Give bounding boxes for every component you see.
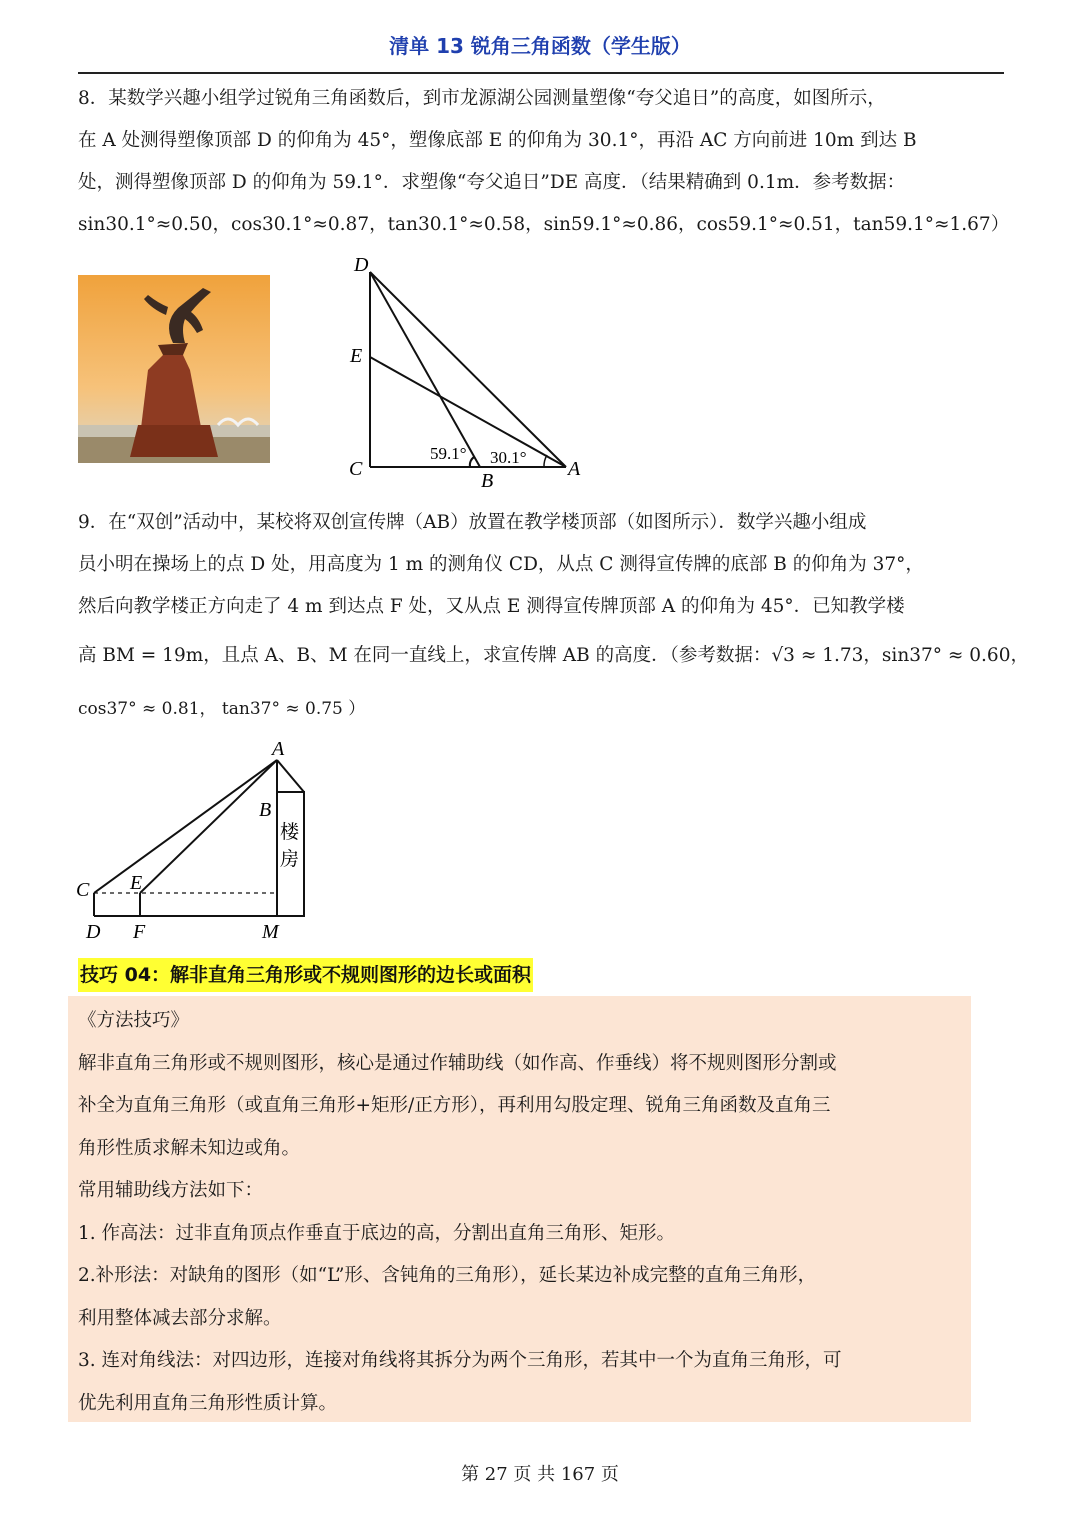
point-f-label: F [133,921,146,943]
tip-heading: 技巧 04：解非直角三角形或不规则图形的边长或面积 [78,958,533,992]
question-9-line: 9．在“双创”活动中，某校将双创宣传牌（AB）放置在教学楼顶部（如图所示）．数学兴趣小组成 [78,512,867,533]
tip-line: 利用整体减去部分求解。 [78,1307,282,1329]
tip-line: 1. 作高法：过非直角顶点作垂直于底边的高，分割出直角三角形、矩形。 [78,1222,676,1244]
question-8-diagram [340,250,600,495]
tip-line: 《方法技巧》 [78,1010,190,1031]
point-e-label: E [350,345,363,367]
question-8-line: 8．某数学兴趣小组学过锐角三角函数后，到市龙源湖公园测量塑像“夸父追日”的高度，如图所示， [78,88,886,109]
question-8-line: 处，测得塑像顶部 D 的仰角为 59.1°．求塑像“夸父追日”DE 高度．（结果精确到 0.1m．参考数据： [78,172,906,193]
tip-line: 常用辅助线方法如下： [78,1180,264,1201]
method-tips-box [68,996,971,1422]
angle-a-label: 30.1° [490,448,527,467]
question-9-text [78,502,1029,734]
point-d-label: D [86,921,101,943]
question-9-line: 然后向教学楼正方向走了 4 m 到达点 F 处，又从点 E 测得宣传牌顶部 A 的仰角为 45°．已知教学楼 [78,596,905,617]
question-9-line: 高 BM = 19m，且点 A、B、M 在同一直线上，求宣传牌 AB 的高度．（参考数据：√3 ≈ 1.73，sin37° ≈ 0.60， [78,645,1029,666]
question-9-line: 员小明在操场上的点 D 处，用高度为 1 m 的测角仪 CD，从点 C 测得宣传牌的底部 B 的仰角为 37°， [78,554,924,575]
question-9-line: cos37° ≈ 0.81， tan37° ≈ 0.75 ） [78,699,366,719]
building-label-top: 楼 [280,821,300,843]
question-8-text [78,78,1010,246]
point-d-label: D [354,254,369,276]
point-m-label: M [262,921,279,943]
point-a-label: A [272,738,285,760]
point-e-label: E [130,872,143,894]
building-label-bottom: 房 [280,848,300,870]
question-8-line: sin30.1°≈0.50，cos30.1°≈0.87，tan30.1°≈0.58，sin59.1°≈0.86，cos59.1°≈0.51，tan59.1°≈1.67） [78,214,1010,235]
point-b-label: B [259,799,272,821]
point-b-label: B [481,470,494,492]
page-number: 第 27 页 共 167 页 [461,1464,619,1485]
angle-b-label: 59.1° [430,444,467,463]
point-c-label: C [349,458,363,480]
question-9-diagram [70,735,320,945]
tip-line: 补全为直角三角形（或直角三角形+矩形/正方形），再利用勾股定理、锐角三角函数及直角三 [78,1095,831,1116]
point-a-label: A [568,458,581,480]
header-divider [78,72,1004,74]
tip-line: 解非直角三角形或不规则图形，核心是通过作辅助线（如作高、作垂线）将不规则图形分割或 [78,1052,837,1074]
point-c-label: C [76,879,90,901]
statue-photo [78,275,270,463]
tip-line: 2.补形法：对缺角的图形（如“L”形、含钝角的三角形），延长某边补成完整的直角三角形， [78,1265,817,1286]
question-8-line: 在 A 处测得塑像顶部 D 的仰角为 45°，塑像底部 E 的仰角为 30.1°，再沿 AC 方向前进 10m 到达 B [78,130,917,151]
page-header-title: 清单 13 锐角三角函数（学生版） [389,34,691,58]
tip-line: 优先利用直角三角形性质计算。 [78,1392,338,1414]
tip-line: 3. 连对角线法：对四边形，连接对角线将其拆分为两个三角形，若其中一个为直角三角形，可 [78,1350,842,1371]
tip-line: 角形性质求解未知边或角。 [78,1137,301,1159]
